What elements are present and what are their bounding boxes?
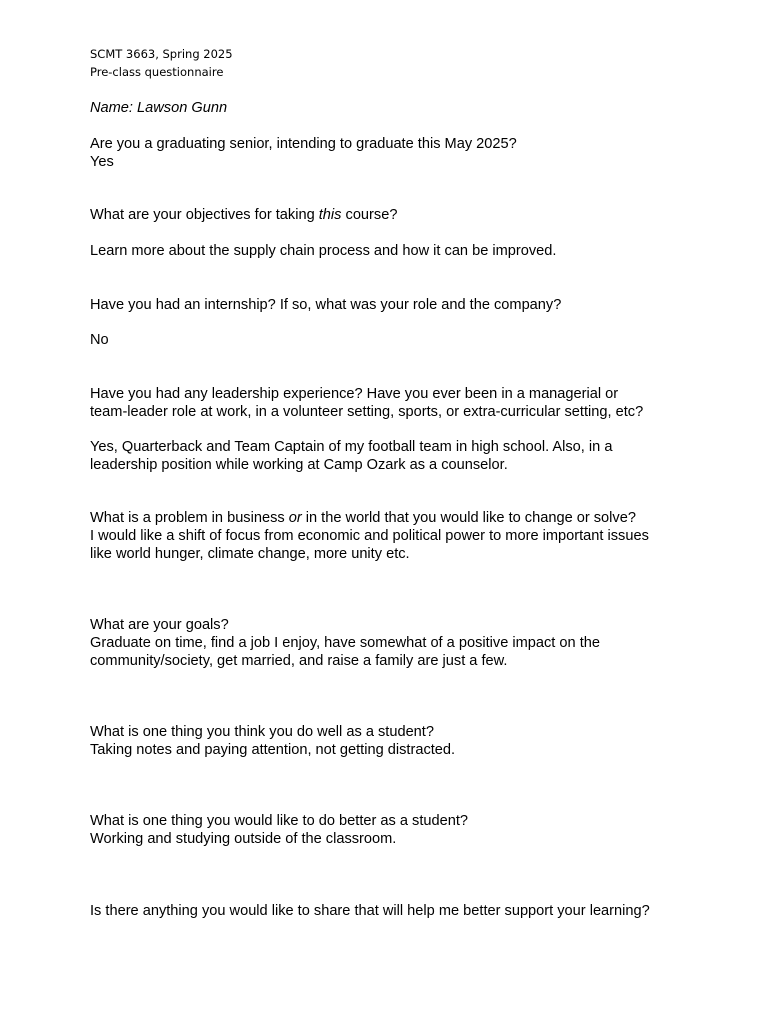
answer-leadership-line-2: leadership position while working at Camp Ozark as a counselor. (90, 457, 508, 473)
question-support-learning: Is there anything you would like to share that will help me better support your learning? (90, 903, 650, 919)
question-text: course? (341, 207, 398, 223)
question-goals: What are your goals? (90, 617, 229, 633)
question-graduating-senior: Are you a graduating senior, intending to graduate this May 2025? (90, 136, 517, 152)
course-header: SCMT 3663, Spring 2025 (90, 47, 233, 61)
answer-goals-line-1: Graduate on time, find a job I enjoy, have somewhat of a positive impact on the (90, 635, 600, 651)
answer-problem-line-1: I would like a shift of focus from economic and political power to more important issues (90, 528, 649, 544)
question-text: What is a problem in business (90, 510, 289, 526)
question-internship: Have you had an internship? If so, what was your role and the company? (90, 297, 562, 313)
question-emphasis: or (288, 510, 302, 526)
answer-goals-line-2: community/society, get married, and raise a family are just a few. (90, 653, 508, 669)
question-emphasis: this (318, 207, 342, 223)
question-leadership-line-1: Have you had any leadership experience? Have you ever been in a managerial or (90, 386, 619, 402)
answer-course-objectives: Learn more about the supply chain process and how it can be improved. (90, 243, 557, 259)
questionnaire-subtitle: Pre-class questionnaire (90, 65, 224, 79)
question-text: What are your objectives for taking (90, 207, 319, 223)
answer-graduating-senior: Yes (90, 154, 114, 170)
question-problem-to-solve (90, 509, 636, 527)
student-name: Name: Lawson Gunn (90, 100, 228, 116)
question-text: in the world that you would like to change or solve? (301, 510, 636, 526)
answer-internship: No (90, 332, 109, 348)
answer-do-well: Taking notes and paying attention, not getting distracted. (90, 742, 456, 758)
question-do-well: What is one thing you think you do well as a student? (90, 724, 434, 740)
answer-leadership-line-1: Yes, Quarterback and Team Captain of my football team in high school. Also, in a (90, 439, 613, 455)
question-leadership-line-2: team-leader role at work, in a volunteer setting, sports, or extra-curricular setting, etc? (90, 404, 644, 420)
answer-problem-line-2: like world hunger, climate change, more unity etc. (90, 546, 410, 562)
question-course-objectives (90, 206, 397, 224)
question-do-better: What is one thing you would like to do better as a student? (90, 813, 469, 829)
answer-do-better: Working and studying outside of the classroom. (90, 831, 397, 847)
